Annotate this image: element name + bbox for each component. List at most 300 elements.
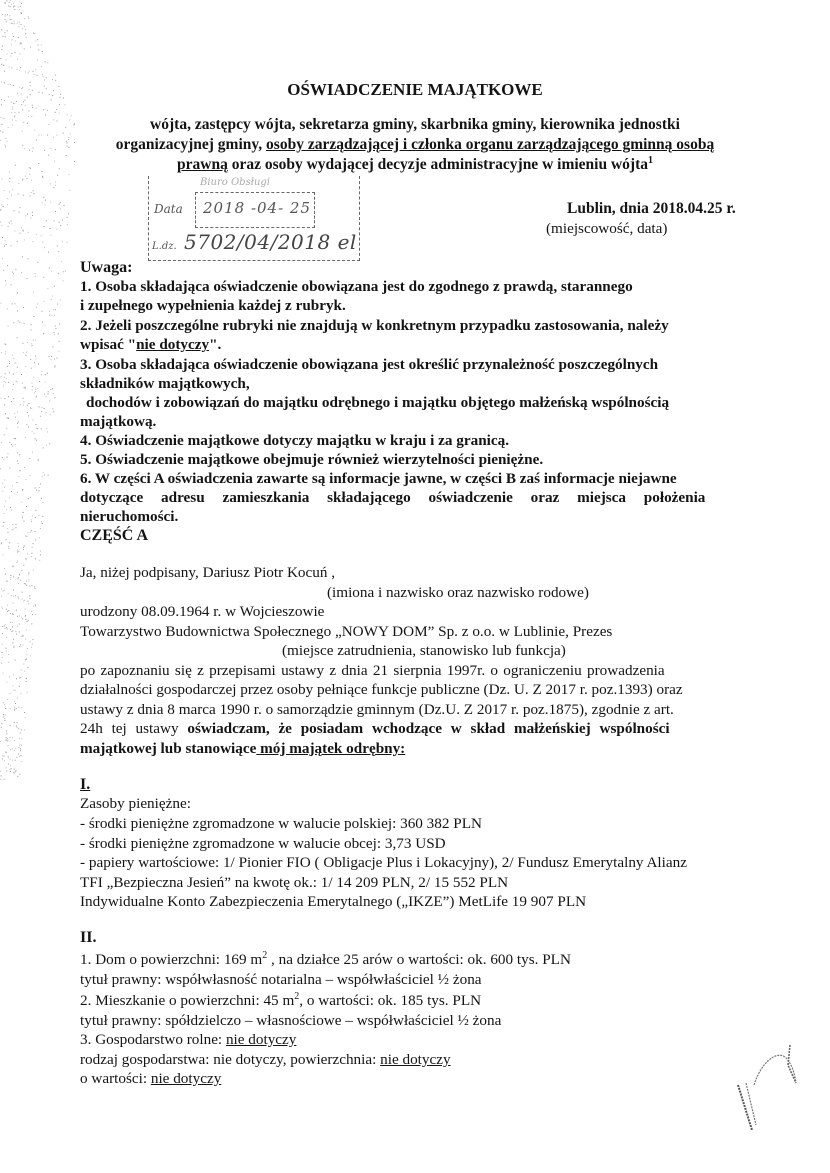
scan-speck: [58, 251, 59, 252]
scan-speck: [42, 51, 43, 52]
scan-speck: [25, 616, 26, 617]
scan-speck: [44, 247, 45, 248]
scan-speck: [19, 454, 20, 455]
scan-speck: [15, 660, 16, 661]
note-6-line-1: 6. W części A oświadczenia zawarte są informacje jawne, w części B zaś informacje niejawne: [80, 470, 677, 487]
scan-speck: [55, 328, 56, 329]
scan-speck: [4, 487, 5, 488]
scan-speck: [13, 528, 14, 529]
scan-speck: [51, 356, 52, 357]
scan-speck: [55, 309, 56, 310]
scan-speck: [31, 611, 32, 612]
scan-speck: [20, 580, 21, 581]
scan-speck: [60, 208, 61, 209]
scan-speck: [35, 614, 36, 615]
scan-speck: [15, 703, 16, 704]
scan-speck: [26, 37, 27, 38]
scan-speck: [35, 340, 36, 341]
scan-speck: [14, 9, 15, 10]
scan-speck: [18, 577, 19, 578]
scan-speck: [12, 748, 13, 749]
scan-speck: [32, 516, 33, 517]
scan-speck: [45, 61, 46, 62]
scan-speck: [24, 48, 25, 49]
scan-speck: [31, 647, 32, 648]
scan-speck: [19, 632, 20, 633]
scan-speck: [25, 366, 26, 367]
scan-speck: [62, 241, 63, 242]
scan-speck: [46, 428, 47, 429]
scan-speck: [10, 575, 11, 576]
scan-speck: [45, 374, 46, 375]
scan-speck: [19, 574, 20, 575]
scan-speck: [5, 373, 6, 374]
scan-speck: [31, 556, 32, 557]
subtitle-line-3-underlined: prawną: [177, 156, 228, 173]
scan-speck: [58, 333, 59, 334]
scan-speck: [7, 738, 8, 739]
scan-speck: [37, 39, 38, 40]
flat-value: , o wartości: ok. 185 tys. PLN: [299, 992, 482, 1009]
scan-speck: [44, 408, 45, 409]
scan-speck: [32, 383, 33, 384]
scan-speck: [49, 315, 50, 316]
scan-speck: [18, 578, 19, 579]
scan-speck: [20, 43, 21, 44]
scan-speck: [22, 11, 23, 12]
scan-speck: [4, 506, 5, 507]
scan-speck: [8, 418, 9, 419]
stamp-date-label: Data: [154, 202, 183, 216]
statement-line-5: [80, 739, 405, 758]
scan-speck: [14, 21, 15, 22]
scan-speck: [12, 737, 13, 738]
scan-speck: [7, 453, 8, 454]
scan-speck: [15, 52, 16, 53]
scan-speck: [39, 490, 40, 491]
scan-speck: [24, 18, 25, 19]
stamp-reg-number: 5702/04/2018 el: [184, 230, 357, 254]
scan-speck: [1, 727, 2, 728]
scan-speck: [40, 416, 41, 417]
scan-speck: [16, 527, 17, 528]
scan-speck: [42, 242, 43, 243]
scan-speck: [33, 241, 34, 242]
scan-speck: [19, 646, 20, 647]
scan-speck: [11, 631, 12, 632]
scan-speck: [37, 428, 38, 429]
scan-speck: [41, 45, 42, 46]
scan-speck: [1, 596, 2, 597]
scan-speck: [32, 390, 33, 391]
scan-speck: [13, 614, 14, 615]
scan-speck: [23, 521, 24, 522]
note-6-line-3: nieruchomości.: [80, 508, 179, 525]
scan-speck: [50, 235, 51, 236]
scan-speck: [11, 595, 12, 596]
scan-speck: [13, 358, 14, 359]
scan-speck: [15, 631, 16, 632]
scan-speck: [2, 755, 3, 756]
scan-speck: [14, 750, 15, 751]
scan-speck: [8, 756, 9, 757]
scan-speck: [8, 6, 9, 7]
scan-speck: [4, 246, 5, 247]
scan-speck: [22, 592, 23, 593]
scan-speck: [9, 676, 10, 677]
scan-speck: [50, 183, 51, 184]
scan-speck: [16, 708, 17, 709]
scan-speck: [26, 585, 27, 586]
scan-speck: [35, 510, 36, 511]
scan-speck: [55, 112, 56, 113]
scan-speck: [21, 502, 22, 503]
scan-speck: [40, 551, 41, 552]
scan-speck: [2, 652, 3, 653]
scan-speck: [10, 765, 11, 766]
scan-speck: [23, 352, 24, 353]
scan-speck: [57, 304, 58, 305]
scan-speck: [10, 737, 11, 738]
scan-speck: [11, 768, 12, 769]
scan-speck: [12, 355, 13, 356]
scan-speck: [25, 717, 26, 718]
scan-speck: [7, 605, 8, 606]
scan-speck: [26, 352, 27, 353]
scan-speck: [29, 596, 30, 597]
stamp-date-value: 2018 -04- 25: [203, 199, 312, 217]
scan-speck: [27, 342, 28, 343]
statement-separate-property: mój majątek odrębny:: [256, 740, 406, 757]
scan-speck: [28, 574, 29, 575]
scan-speck: [6, 770, 7, 771]
scan-speck: [19, 22, 20, 23]
scan-speck: [1, 29, 2, 30]
scan-speck: [18, 546, 19, 547]
scan-speck: [8, 593, 9, 594]
scan-speck: [38, 459, 39, 460]
scan-speck: [22, 635, 23, 636]
scan-speck: [2, 457, 3, 458]
scan-speck: [21, 761, 22, 762]
scan-speck: [12, 272, 13, 273]
scan-speck: [37, 262, 38, 263]
farm-line: [80, 1030, 296, 1049]
scan-speck: [47, 62, 48, 63]
scan-speck: [17, 550, 18, 551]
scan-speck: [2, 657, 3, 658]
scan-speck: [18, 26, 19, 27]
scan-speck: [21, 617, 22, 618]
scan-speck: [1, 179, 2, 180]
scan-speck: [25, 387, 26, 388]
flat-area: 2. Mieszkanie o powierzchni: 45 m: [80, 992, 295, 1009]
scan-speck: [21, 745, 22, 746]
scan-speck: [34, 193, 35, 194]
scan-speck: [1, 442, 2, 443]
employment-caption: (miejsce zatrudnienia, stanowisko lub funkcja): [282, 642, 566, 659]
scan-speck: [32, 431, 33, 432]
scan-speck: [49, 356, 50, 357]
scan-speck: [32, 215, 33, 216]
scan-speck: [6, 627, 7, 628]
scan-speck: [63, 271, 64, 272]
scan-speck: [41, 498, 42, 499]
scan-speck: [17, 697, 18, 698]
scan-speck: [41, 66, 42, 67]
subtitle-line-2: [0, 135, 830, 154]
scan-speck: [37, 60, 38, 61]
scan-speck: [26, 479, 27, 480]
scan-speck: [54, 334, 55, 335]
section-1-label: Zasoby pieniężne:: [80, 795, 191, 812]
scan-speck: [18, 320, 19, 321]
scan-speck: [28, 18, 29, 19]
stamp-reg-prefix: L.dz.: [152, 241, 177, 252]
scan-speck: [42, 322, 43, 323]
scan-speck: [4, 71, 5, 72]
scan-speck: [31, 519, 32, 520]
scan-speck: [31, 368, 32, 369]
scan-speck: [26, 678, 27, 679]
document-title: OŚWIADCZENIE MAJĄTKOWE: [287, 80, 543, 99]
scan-speck: [3, 526, 4, 527]
place-date-caption: (miejscowość, data): [546, 220, 668, 237]
scan-speck: [68, 174, 69, 175]
scan-speck: [5, 14, 6, 15]
scan-speck: [27, 532, 28, 533]
scan-speck: [36, 234, 37, 235]
farm-area-value: nie dotyczy: [380, 1051, 451, 1068]
scan-speck: [12, 486, 13, 487]
scan-speck: [25, 388, 26, 389]
scan-speck: [28, 16, 29, 17]
scan-speck: [5, 280, 6, 281]
scan-speck: [6, 539, 7, 540]
note-4: 4. Oświadczenie majątkowe dotyczy majątku w kraju i za granicą.: [80, 432, 509, 449]
farm-label: 3. Gospodarstwo rolne:: [80, 1031, 226, 1048]
scan-speck: [28, 498, 29, 499]
subtitle-line-1: wójta, zastępcy wójta, sekretarza gminy, skarbnika gminy, kierownika jednostki: [150, 116, 680, 133]
scan-speck: [5, 351, 6, 352]
scan-speck: [32, 212, 33, 213]
scan-speck: [6, 509, 7, 510]
scan-speck: [6, 648, 7, 649]
scan-speck: [30, 586, 31, 587]
scan-speck: [11, 44, 12, 45]
scan-speck: [19, 616, 20, 617]
scan-speck: [26, 629, 27, 630]
scan-speck: [8, 382, 9, 383]
scan-speck: [24, 729, 25, 730]
scan-speck: [28, 620, 29, 621]
scan-speck: [32, 585, 33, 586]
scan-speck: [52, 388, 53, 389]
scan-speck: [30, 407, 31, 408]
scan-speck: [33, 190, 34, 191]
scan-speck: [27, 667, 28, 668]
scan-speck: [9, 361, 10, 362]
scan-speck: [22, 517, 23, 518]
scan-speck: [26, 654, 27, 655]
scan-speck: [41, 428, 42, 429]
scan-speck: [31, 521, 32, 522]
scan-speck: [55, 182, 56, 183]
scan-speck: [8, 532, 9, 533]
scan-speck: [12, 630, 13, 631]
scan-speck: [46, 77, 47, 78]
scan-speck: [24, 712, 25, 713]
scan-speck: [4, 716, 5, 717]
statement-line-4-plain: 24h tej ustawy: [80, 720, 188, 737]
scan-speck: [11, 39, 12, 40]
note-2-line-1: 2. Jeżeli poszczególne rubryki nie znajdują w konkretnym przypadku zastosowania, należy: [80, 317, 669, 334]
scan-speck: [36, 359, 37, 360]
scan-speck: [41, 521, 42, 522]
scan-speck: [32, 105, 33, 106]
scan-speck: [1, 352, 2, 353]
scan-speck: [21, 707, 22, 708]
scan-speck: [6, 21, 7, 22]
scan-speck: [19, 322, 20, 323]
scan-speck: [51, 315, 52, 316]
scan-speck: [7, 265, 8, 266]
scan-speck: [17, 616, 18, 617]
scan-speck: [30, 359, 31, 360]
scan-speck: [6, 609, 7, 610]
scan-speck: [26, 581, 27, 582]
scan-speck: [8, 757, 9, 758]
scan-speck: [43, 76, 44, 77]
scan-speck: [22, 256, 23, 257]
scan-speck: [15, 269, 16, 270]
scan-speck: [55, 185, 56, 186]
scan-speck: [12, 529, 13, 530]
scan-speck: [25, 176, 26, 177]
scan-speck: [31, 343, 32, 344]
scan-speck: [25, 536, 26, 537]
scan-speck: [55, 75, 56, 76]
scan-speck: [5, 59, 6, 60]
scan-speck: [42, 311, 43, 312]
scan-speck: [36, 108, 37, 109]
scan-speck: [11, 401, 12, 402]
scan-speck: [24, 671, 25, 672]
scan-speck: [11, 195, 12, 196]
scan-speck: [18, 194, 19, 195]
scan-speck: [0, 58, 1, 59]
scan-speck: [21, 729, 22, 730]
scan-speck: [30, 475, 31, 476]
scan-speck: [55, 365, 56, 366]
scan-speck: [0, 741, 1, 742]
scan-speck: [13, 566, 14, 567]
scan-speck: [15, 444, 16, 445]
flat-line: [80, 991, 481, 1010]
scan-speck: [10, 613, 11, 614]
scan-speck: [10, 725, 11, 726]
note-6-line-2: dotyczące adresu zamieszkania składającego oświadczenie oraz miejsca położenia: [80, 489, 706, 506]
scan-speck: [1, 543, 2, 544]
scan-speck: [17, 293, 18, 294]
scan-speck: [32, 614, 33, 615]
scan-speck: [17, 722, 18, 723]
scan-speck: [7, 366, 8, 367]
scan-speck: [54, 332, 55, 333]
scan-speck: [19, 738, 20, 739]
scan-speck: [9, 467, 10, 468]
scan-speck: [21, 43, 22, 44]
scan-speck: [35, 389, 36, 390]
scan-speck: [24, 600, 25, 601]
scan-speck: [6, 284, 7, 285]
scan-speck: [14, 707, 15, 708]
scan-speck: [13, 36, 14, 37]
note-2-prefix: wpisać ": [80, 336, 137, 353]
scan-speck: [6, 651, 7, 652]
flat-area-unit-sup: 2: [294, 990, 300, 1002]
scan-speck: [20, 2, 21, 3]
scan-speck: [12, 760, 13, 761]
scan-speck: [13, 398, 14, 399]
scan-speck: [9, 497, 10, 498]
scan-speck: [27, 648, 28, 649]
scan-speck: [25, 619, 26, 620]
scan-speck: [14, 231, 15, 232]
scan-speck: [26, 659, 27, 660]
scan-speck: [23, 401, 24, 402]
scan-speck: [18, 583, 19, 584]
scan-speck: [46, 396, 47, 397]
scan-speck: [35, 558, 36, 559]
scan-speck: [49, 443, 50, 444]
scan-speck: [4, 626, 5, 627]
scan-speck: [23, 307, 24, 308]
scan-speck: [52, 346, 53, 347]
scan-speck: [24, 26, 25, 27]
scan-speck: [12, 622, 13, 623]
scan-speck: [21, 693, 22, 694]
scan-speck: [22, 599, 23, 600]
scan-speck: [27, 278, 28, 279]
scan-speck: [13, 103, 14, 104]
scan-speck: [32, 547, 33, 548]
scan-speck: [59, 204, 60, 205]
scan-speck: [42, 516, 43, 517]
scan-speck: [51, 299, 52, 300]
scan-speck: [6, 378, 7, 379]
scan-speck: [21, 227, 22, 228]
scan-speck: [5, 708, 6, 709]
scan-speck: [10, 759, 11, 760]
note-2-suffix: ".: [209, 336, 222, 353]
scan-speck: [4, 381, 5, 382]
scan-speck: [4, 434, 5, 435]
scan-speck: [56, 109, 57, 110]
scan-speck: [6, 244, 7, 245]
footnote-mark: 1: [647, 154, 653, 166]
scan-speck: [14, 740, 15, 741]
scan-speck: [42, 476, 43, 477]
scan-speck: [36, 396, 37, 397]
scan-speck: [3, 513, 4, 514]
scan-speck: [16, 726, 17, 727]
scan-speck: [22, 618, 23, 619]
born-line: urodzony 08.09.1964 r. w Wojcieszowie: [80, 603, 325, 620]
scan-speck: [27, 601, 28, 602]
scan-speck: [8, 548, 9, 549]
scan-speck: [23, 343, 24, 344]
